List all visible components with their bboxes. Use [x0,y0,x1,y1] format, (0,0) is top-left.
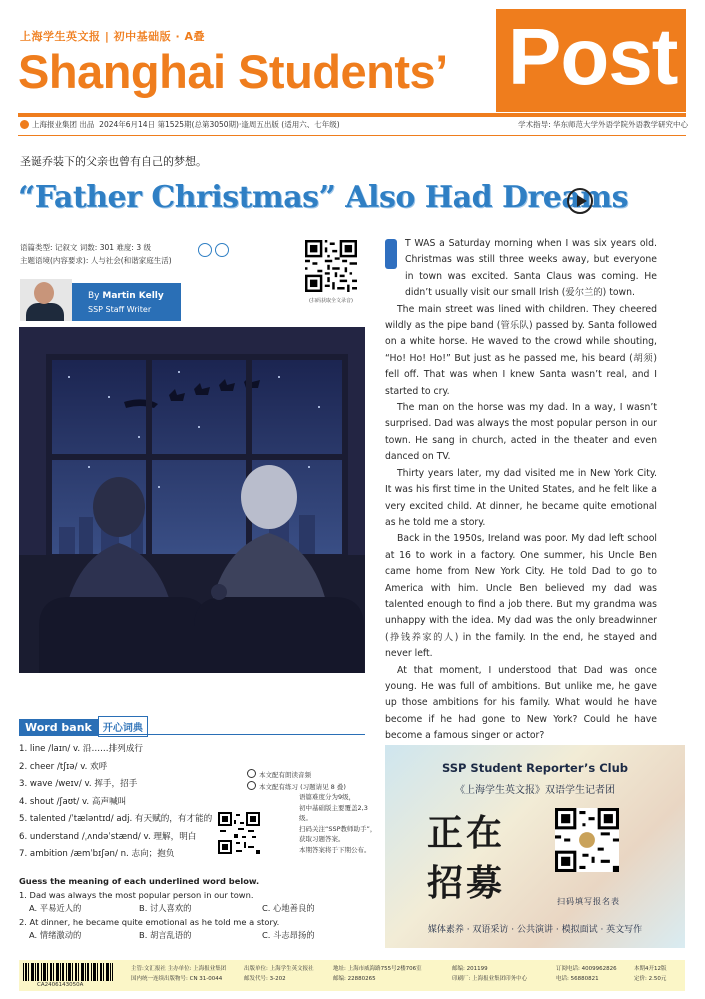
post-logo-text: Post [508,12,678,101]
question-2: 2. At dinner, he became quite emotional as he told me a story. [19,916,280,927]
option[interactable]: A. 平易近人的 [29,903,82,913]
publication-row [20,119,688,133]
ad-headline-1: 正在 [427,813,506,854]
word-bank-header [19,716,148,734]
publication-rule [18,135,686,136]
kicker: 圣诞乔装下的父亲也曾有自己的梦想。 [20,155,207,168]
guess-title: Guess the meaning of each underlined word below. [19,876,260,886]
word-item: 2. cheer /tʃɪə/ v. 欢呼 [19,761,108,772]
paragraph: Back in the 1950s, Ireland was poor. My dad left school at 16 to work in a factory. One summer, his Uncle Ben came home from New York City. He told Dad to go to America with him. Uncle Ben believed my dad was talented enough to find a job there. But my grandma was unhappy with the idea. My dad was the only breadwinner (挣钱养家的人) in the family. In the end, he stayed and never left. [385,533,657,660]
word-item: 1. line /laɪn/ v. 沿……排列成行 [19,744,144,754]
play-icon[interactable] [567,188,593,214]
pencil-icon[interactable] [215,243,229,257]
academic-advisor: 学术指导: 华东师范大学外语学院外语教学研究中心 [518,120,688,129]
option[interactable]: C. 斗志昂扬的 [262,930,315,940]
word-item: 4. shout /ʃaʊt/ v. 高声喊叫 [19,796,127,807]
headphones-icon [247,769,256,778]
author-role: SSP Staff Writer [88,305,152,314]
paragraph: The man on the horse was my dad. In a way, I wasn’t surprised. Dad was always the most popular person in our town. He sang in church, acted in the theater and even danced on TV. [385,402,657,463]
option[interactable]: C. 心地善良的 [262,903,315,913]
meta-theme: 主题语境(内容要求): 人与社会(和谐家庭生活) [20,256,172,265]
publisher-logo-icon [20,120,29,129]
option[interactable]: A. 情绪激动的 [29,930,82,940]
author-box [20,283,181,321]
paragraph: T WAS a Saturday morning when I was six years old. Christmas was still three weeks away, but everyone in town was excited. Santa Claus was coming. He didn’t usually visit our small Irish (爱尔兰的) town. [405,238,657,299]
masthead [0,0,705,118]
meta-icons [198,242,232,261]
question-1-options [19,902,365,916]
reporter-club-ad [385,745,685,948]
question-1: 1. Dad was always the most popular person in our town. [19,889,254,900]
headline: “Father Christmas” Also Had Dreams [18,180,628,215]
word-item: 5. talented /ˈtæləntɪd/ adj. 有天赋的，有才能的 [19,814,213,824]
option[interactable]: B. 胡言乱语的 [139,930,192,940]
ad-title: SSP Student Reporter’s Club [441,761,629,775]
ad-headline-2: 招募 [427,863,506,904]
headphones-icon[interactable] [198,243,212,257]
ad-scan-text: 扫码填写报名表 [557,897,620,906]
author-name: By Martin Kelly [88,291,164,301]
pencil-icon [247,781,256,790]
article-illustration [19,327,365,673]
publisher: 上海报业集团 出品 [32,120,95,129]
issue-info: 2024年6月14日 第1525期(总第3050期)·逢周五出版 [99,120,279,129]
barcode-number: CA2406143050A [37,982,84,988]
word-bank-rule [19,734,365,735]
article-meta [20,241,172,267]
paragraph: Thirty years later, my dad visited me in New York City. It was his first time in the United States, and he felt like a very excited child. At dinner, he became quite emotional as he told me a story. [385,467,657,528]
signup-qr-code[interactable] [555,808,619,872]
word-bank-title: Word bank [19,719,98,736]
resource-notes: 本文配有朗读音频 本文配有练习 (习题请见 8 叠) 语篇难度分为9级， 初中基础版主要覆盖2,3级。 扫码关注“SSP教师助手”， 获取习题答案。 本期答案将于下期公布。 [247,769,377,855]
ad-subtitle: 《上海学生英文报》双语学生记者团 [455,785,615,796]
author-photo [20,279,72,321]
paragraph: At that moment, I understood that Dad was once young. He was full of ambitions. But unlike me, he gave up those ambitions for his family. What would he have become if he had gone to New York? Could he have become a famous singer or actor? [385,664,657,742]
word-item: 3. wave /weɪv/ v. 挥手，招手 [19,779,138,789]
colophon: CA2406143050A 主管:文汇报社 主办单位: 上海报业集团 国内统一连续出版物号: CN 31-0044 出版单位: 上海学生英文报社 邮发代号: 3-202 地址: 上海市威海路755号2楼706室 邮编: 22880265 邮编: 201199 印刷厂: 上海报业集团印务中心 订阅电话: 4009962826 电话: 56880821 本期4开12版 定价: 2.50元 [19,960,685,991]
guess-exercise [19,875,365,943]
qr-caption: (扫码获取全文录音) [309,298,353,304]
barcode [23,963,113,981]
masthead-title: Shanghai Students’ [18,45,448,98]
question-2-options [19,929,365,943]
masthead-rule [18,113,686,117]
ad-footer: 媒体素养 · 双语采访 · 公共演讲 · 模拟面试 · 英文写作 [427,925,643,935]
paragraph: The main street was lined with children. They cheered wildly as the pipe band (管乐队) passed by. Santa followed on a white horse. He waved to the crowd while shouting, “Ho! Ho! Ho!” But just as he passed me, his beard (胡须) fell off. That was when I knew Santa wasn’t real, and I started to cry. [385,303,657,397]
word-bank-title-cn: 开心词典 [98,716,148,737]
option[interactable]: B. 讨人喜欢的 [139,903,192,913]
word-item: 6. understand /ˌʌndəˈstænd/ v. 理解，明白 [19,831,197,842]
edition-line: 上海学生英文报 | 初中基础版 · A叠 [20,30,206,43]
meta-type: 语篇类型: 记叙文 词数: 301 难度: 3 级 [20,243,151,252]
article-body [385,236,657,777]
word-bank-list [19,741,212,864]
teacher-assistant-qr-code[interactable] [218,812,260,854]
audio-qr-code[interactable] [305,240,357,292]
word-item: 7. ambition /æmˈbɪʃən/ n. 志向；抱负 [19,849,175,859]
grade-note: (适用六、七年级) [281,120,340,129]
